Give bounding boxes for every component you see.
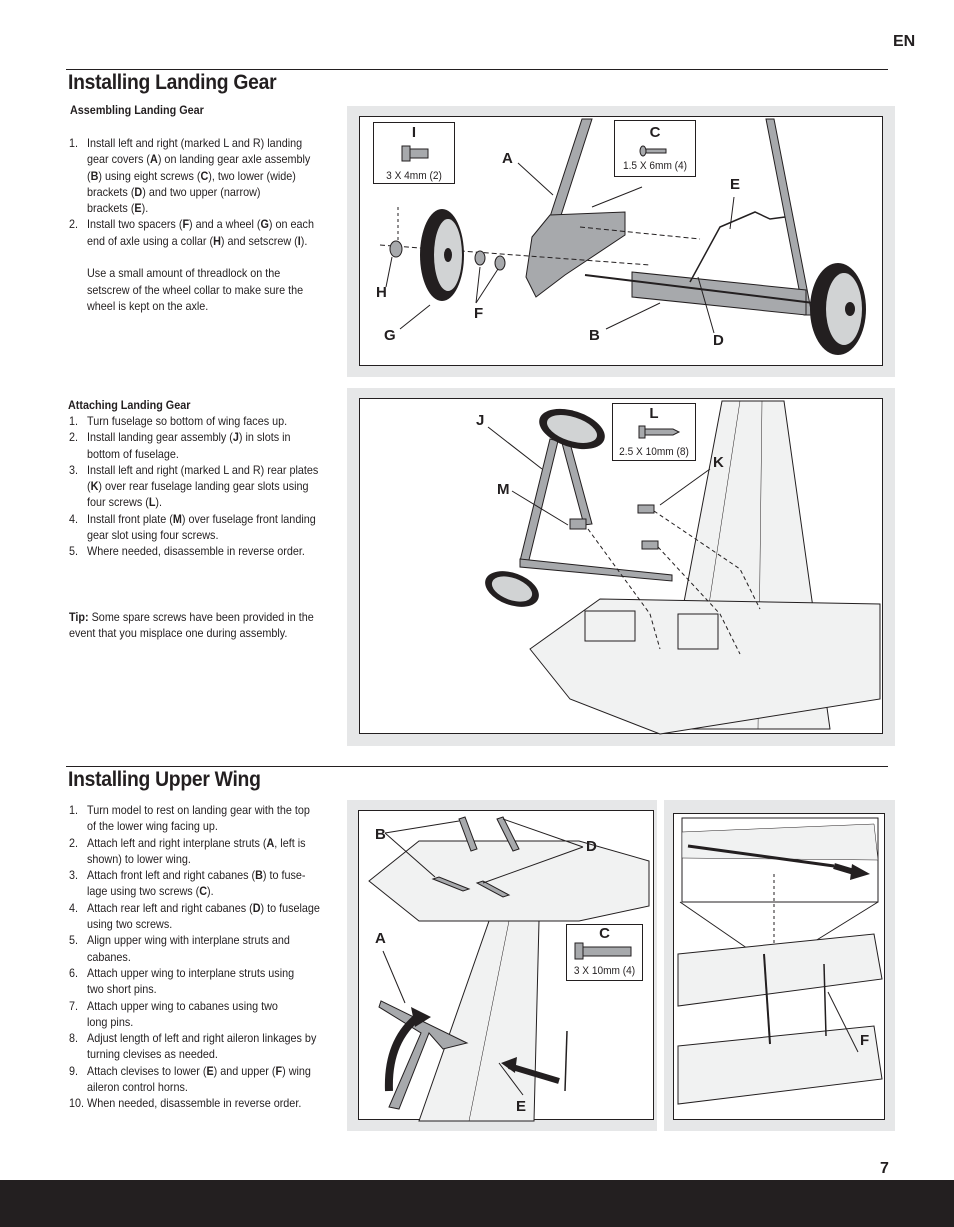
step-line — [87, 249, 339, 265]
step-line: cabanes. — [87, 949, 131, 964]
callout-letter-l: L — [649, 405, 659, 422]
step-line: aileron control horns. — [87, 1080, 188, 1095]
callout-screw-l — [612, 403, 696, 461]
section-rule — [66, 69, 888, 70]
label-d: D — [713, 332, 724, 349]
step-number: 9. — [69, 1063, 79, 1078]
step-item — [69, 1095, 339, 1111]
step-line: Attach clevises to lower (E) and upper (F) wing — [87, 1063, 311, 1078]
label-b: B — [589, 327, 600, 344]
step-number: 7. — [69, 998, 79, 1013]
label-a-wing: A — [375, 930, 386, 947]
tip-text — [69, 609, 339, 642]
step-number: 1. — [69, 803, 79, 817]
step-number: 3. — [69, 868, 79, 883]
step-number: 2. — [69, 217, 79, 232]
step-number: 2. — [69, 835, 79, 850]
step-line: long pins. — [87, 1014, 134, 1029]
step-line: lage using two screws (C). — [87, 884, 214, 899]
language-code: EN — [893, 33, 916, 50]
step-line: (B) using eight screws (C), two lower (wide) — [87, 168, 296, 183]
step-line: Use a small amount of threadlock on the — [87, 266, 281, 281]
step-number: 8. — [69, 1031, 79, 1046]
step-line: wheel is kept on the axle. — [87, 298, 209, 313]
step-item — [69, 413, 339, 429]
step-line: Attach rear left and right cabanes (D) to fuselage — [87, 900, 320, 915]
step-line: gear slot using four screws. — [87, 528, 219, 543]
step-line: end of axle using a collar (H) and setscrew (I). — [87, 233, 308, 248]
step-line: When needed, disassemble in reverse order. — [87, 1096, 302, 1111]
step-number: 4. — [69, 511, 79, 526]
step-line: Install front plate (M) over fuselage front landing — [87, 511, 316, 526]
step-line: Attach upper wing to cabanes using two — [87, 998, 278, 1013]
label-e-wing: E — [516, 1098, 527, 1115]
label-f: F — [474, 305, 484, 322]
label-b-wing: B — [375, 826, 386, 843]
step-item — [69, 1030, 339, 1063]
step-line: Turn fuselage so bottom of wing faces up. — [87, 414, 288, 428]
callout-setscrew-i — [373, 122, 455, 184]
step-number: 3. — [69, 462, 79, 477]
callout-letter-c: C — [649, 124, 661, 141]
tip-line-2: event that you misplace one during assembly. — [69, 626, 288, 641]
biplane-aileron-illustration — [674, 814, 886, 1121]
step-line: bottom of fuselage. — [87, 446, 179, 461]
label-g: G — [384, 327, 396, 344]
label-e: E — [730, 176, 741, 193]
callout-spec-c-wing: 3 X 10mm (4) — [573, 965, 636, 977]
step-number: 4. — [69, 900, 79, 915]
section-title-landing-gear: Installing Landing Gear — [68, 71, 277, 94]
label-j: J — [476, 412, 485, 429]
step-line: Install landing gear assembly (J) in slots in — [87, 430, 291, 445]
section-title-upper-wing: Installing Upper Wing — [68, 768, 261, 791]
step-line: gear covers (A) on landing gear axle assembly — [87, 152, 311, 167]
step-line: (K) over rear fuselage landing gear slots using — [87, 479, 309, 494]
callout-letter-c-wing: C — [599, 925, 610, 942]
step-line: Where needed, disassemble in reverse order. — [87, 544, 305, 559]
callout-spec-l: 2.5 X 10mm (8) — [619, 446, 689, 458]
upper-wing-steps — [69, 802, 339, 1112]
step-line: Attach upper wing to interplane struts using — [87, 965, 295, 980]
step-number: 1. — [69, 136, 79, 150]
callout-spec-i: 3 X 4mm (2) — [386, 170, 442, 182]
step-item — [69, 802, 339, 835]
step-item — [69, 932, 339, 965]
step-number: 6. — [69, 965, 79, 980]
label-h: H — [376, 284, 387, 301]
step-item — [69, 135, 339, 216]
assembling-steps — [69, 135, 339, 314]
subsection-title-attaching: Attaching Landing Gear — [68, 398, 191, 412]
step-item — [69, 835, 339, 868]
step-line: Attach left and right interplane struts (A, left is — [87, 835, 306, 850]
step-line: Install two spacers (F) and a wheel (G) on each — [87, 217, 314, 232]
step-line: brackets (D) and two upper (narrow) — [87, 184, 261, 199]
tip-line-1: Some spare screws have been provided in the — [88, 610, 314, 624]
step-item — [69, 216, 339, 314]
label-d-wing: D — [586, 838, 597, 855]
step-line: Align upper wing with interplane struts and — [87, 933, 290, 948]
step-line: shown) to lower wing. — [87, 851, 191, 866]
step-item — [69, 1063, 339, 1096]
step-number: 2. — [69, 430, 79, 445]
step-number: 5. — [69, 933, 79, 948]
figure-frame-aileron — [673, 813, 885, 1120]
callout-screw-c — [614, 120, 696, 177]
step-line: setscrew of the wheel collar to make sure the — [87, 282, 304, 297]
step-number: 5. — [69, 544, 79, 559]
step-number: 1. — [69, 414, 79, 428]
label-k: K — [713, 454, 724, 471]
section-rule — [66, 766, 888, 767]
step-item — [69, 965, 339, 998]
step-line: turning clevises as needed. — [87, 1047, 218, 1062]
tip-label: Tip: — [69, 610, 89, 624]
step-line: Install left and right (marked L and R) rear plates — [87, 462, 319, 477]
step-line: Turn model to rest on landing gear with the top — [87, 803, 310, 817]
step-line: using two screws. — [87, 917, 173, 932]
step-item — [69, 900, 339, 933]
step-item — [69, 511, 339, 544]
step-line: Attach front left and right cabanes (B) to fuse- — [87, 868, 306, 883]
subsection-title-assembling: Assembling Landing Gear — [70, 103, 204, 117]
label-m: M — [497, 481, 510, 498]
step-line: four screws (L). — [87, 495, 163, 510]
step-line: two short pins. — [87, 982, 157, 997]
attaching-steps — [69, 413, 339, 560]
step-item — [69, 543, 339, 559]
step-item — [69, 462, 339, 511]
footer-bar — [0, 1180, 954, 1227]
label-a: A — [502, 150, 513, 167]
label-f-wing: F — [860, 1032, 870, 1049]
step-item — [69, 429, 339, 462]
step-line: of the lower wing facing up. — [87, 819, 218, 834]
step-item — [69, 998, 339, 1031]
callout-spec-c: 1.5 X 6mm (4) — [622, 160, 688, 172]
step-item — [69, 867, 339, 900]
step-line: Adjust length of left and right aileron linkages by — [87, 1031, 317, 1046]
callout-screw-c-wing — [566, 924, 643, 981]
step-number: 10. — [69, 1096, 85, 1111]
step-line: brackets (E). — [87, 201, 149, 216]
step-line: Install left and right (marked L and R) landing — [87, 136, 303, 150]
callout-letter-i: I — [411, 124, 417, 141]
page-number: 7 — [880, 1160, 889, 1177]
